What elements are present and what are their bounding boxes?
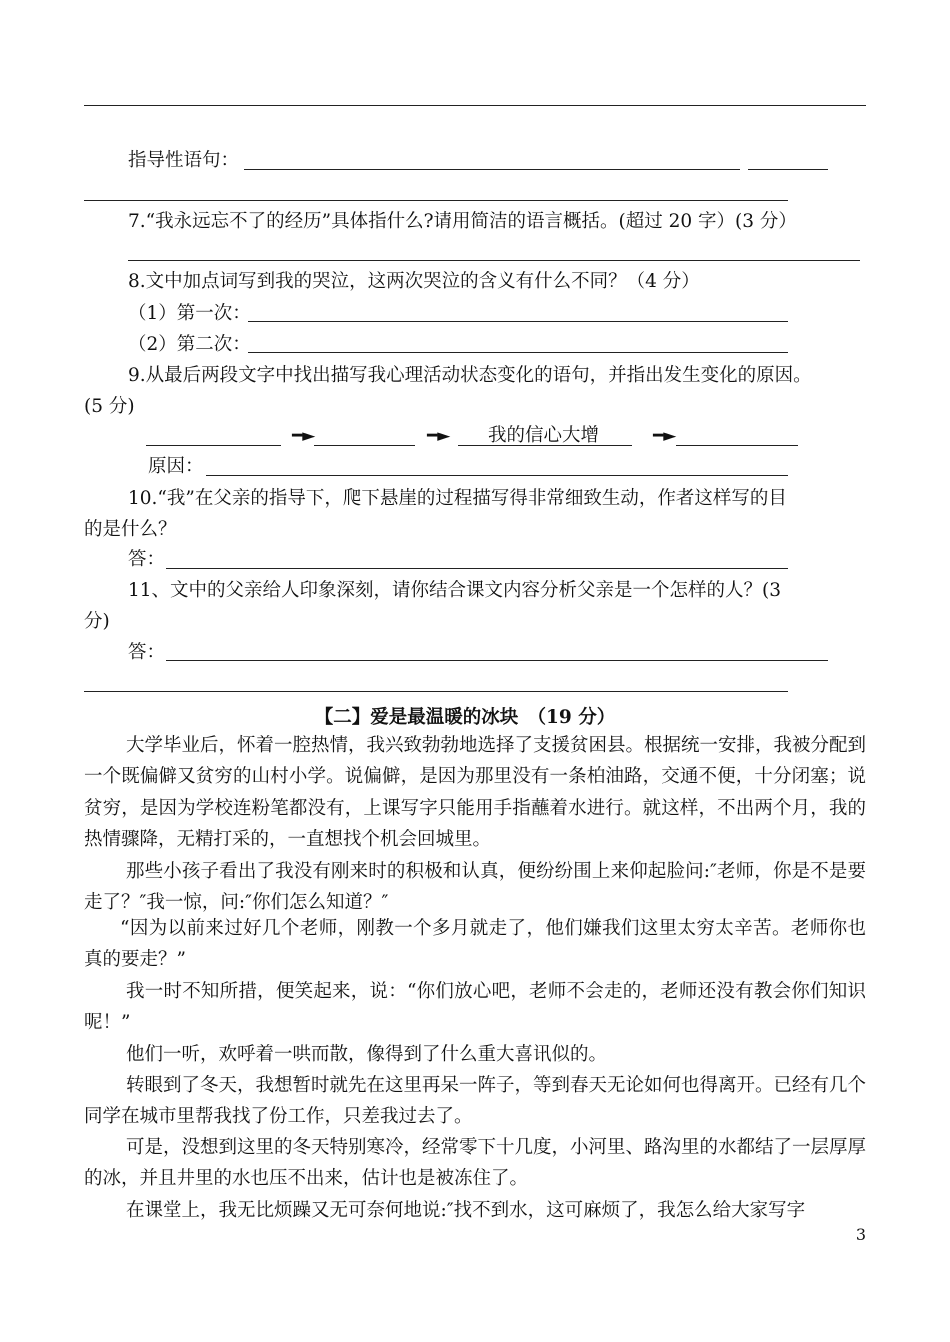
q9-filled-state: 我的信心大增: [488, 425, 600, 446]
question-10-line1: 10.“我”在父亲的指导下，爬下悬崖的过程描写得非常细致生动，作者这样写的目: [128, 488, 787, 509]
q8-first-label: （1）第一次：: [128, 303, 251, 324]
passage-paragraph: 我一时不知所措，便笑起来，说：“你们放心吧，老师不会走的，老师还没有教会你们知识呢！”: [84, 981, 866, 1034]
passage-paragraph: 在课堂上，我无比烦躁又无可奈何地说:″找不到水，这可麻烦了，我怎么给大家写字: [126, 1200, 806, 1221]
guide-label: 指导性语句：: [128, 150, 240, 171]
arrow-right-icon: ━►: [292, 426, 316, 446]
passage-paragraph: 那些小孩子看出了我没有刚来时的积极和认真，便纷纷围上来仰起脸问:″老师，你是不是要走了？″我一惊，问:″你们怎么知道？″: [84, 861, 866, 914]
question-9-line2: (5 分): [84, 396, 135, 417]
passage-paragraph: 大学毕业后，怀着一腔热情，我兴致勃勃地选择了支援贫困县。根据统一安排，我被分配到一个既偏僻又贫穷的山村小学。说偏僻，是因为那里没有一条柏油路，交通不便，十分闭塞；说贫穷，是因为学校连粉笔都没有，上课写字只能用手指蘸着水进行。就这样，不出两个月，我的热情骤降，无精打采的，一直想找个机会回城里。: [84, 735, 867, 851]
passage-paragraph: 可是，没想到这里的冬天特别寒冷，经常零下十几度，小河里、路沟里的水都结了一层厚厚的冰，并且井里的水也压不出来，估计也是被冻住了。: [84, 1137, 867, 1190]
q10-answer-label: 答：: [128, 549, 166, 570]
question-10-line2: 的是什么？: [84, 519, 177, 540]
q7-answer-line[interactable]: [128, 260, 860, 261]
q9-reason-line[interactable]: [206, 475, 788, 476]
q8-first-answer-line[interactable]: [248, 321, 788, 322]
page-number: 3: [855, 1225, 866, 1244]
arrow-right-icon: ━►: [427, 426, 451, 446]
question-8: 8.文中加点词写到我的哭泣，这两次哭泣的含义有什么不同？（4 分）: [128, 271, 700, 292]
passage-paragraph: 转眼到了冬天，我想暂时就先在这里再呆一阵子，等到春天无论如何也得离开。已经有几个同学在城市里帮我找了份工作，只差我过去了。: [84, 1075, 867, 1128]
q8-second-label: （2）第二次：: [128, 334, 251, 355]
arrow-right-icon: ━►: [653, 426, 677, 446]
q9-blank-1[interactable]: [146, 445, 281, 446]
q10-answer-line[interactable]: [166, 568, 788, 569]
question-9-line1: 9.从最后两段文字中找出描写我心理活动状态变化的语句，并指出发生变化的原因。: [128, 365, 812, 386]
passage-paragraph: “因为以前来过好几个老师，刚教一个多月就走了，他们嫌我们这里太穷太辛苦。老师你也真的要走？”: [84, 918, 866, 971]
q9-reason-label: 原因：: [148, 456, 204, 477]
guide-answer-line-3[interactable]: [84, 200, 788, 201]
top-answer-line: [84, 105, 866, 106]
guide-answer-line[interactable]: [244, 169, 740, 170]
section-title: 【二】爱是最温暖的冰块 （19 分）: [314, 707, 616, 728]
q11-answer-line[interactable]: [166, 660, 828, 661]
question-7: 7.“我永远忘不了的经历”具体指什么?请用简洁的语言概括。(超过 20 字）(3 分）: [128, 211, 797, 232]
q8-second-answer-line[interactable]: [248, 352, 788, 353]
passage-paragraph: 他们一听，欢呼着一哄而散，像得到了什么重大喜讯似的。: [126, 1044, 608, 1065]
q11-answer-label: 答：: [128, 642, 166, 663]
q11-answer-line-2[interactable]: [84, 691, 788, 692]
question-11-line2: 分): [84, 611, 110, 632]
question-11-line1: 11、文中的父亲给人印象深刻，请你结合课文内容分析父亲是一个怎样的人？(3: [128, 580, 782, 601]
q9-blank-3[interactable]: [458, 445, 632, 446]
q9-blank-4[interactable]: [676, 445, 798, 446]
q9-blank-2[interactable]: [314, 445, 415, 446]
guide-answer-line-2[interactable]: [748, 169, 828, 170]
